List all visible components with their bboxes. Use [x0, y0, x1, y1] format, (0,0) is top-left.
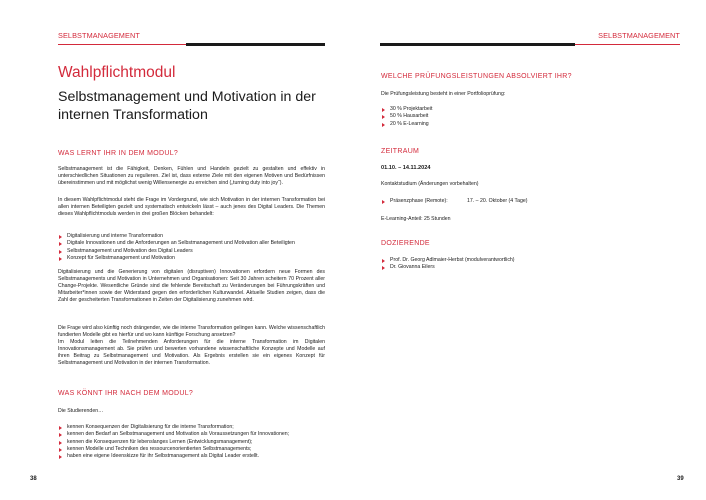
second-paragraph: In diesem Wahlpflichtmodul steht die Frage im Vordergrund, wie sich Motivation in der internen Transformation bei allen internen Beteiligten gezielt und systematisch entwickeln lässt – auch jenes des Digital Leaders. Die Themen dieses Wahlpflichtmoduls werden in drei großen Blöcken behandelt: [58, 197, 325, 217]
list-item: Prof. Dr. Georg Adlmaier-Herbst (modulverantwortlich) [381, 257, 671, 264]
period-dates: 01.10. – 14.11.2024 [381, 165, 431, 171]
section-heading-lecturers: DOZIERENDE [381, 240, 430, 247]
section-heading-period: ZEITRAUM [381, 148, 420, 155]
question-paragraph: Die Frage wird also künftig noch drängender, wie die interne Transformation gelingen kann. Welche wissenschaftlich fundierten Modelle gibt es hierfür und wo kann künftige Forschung ansetzen? [58, 325, 325, 338]
page-number: 39 [677, 476, 684, 482]
page-number: 38 [30, 476, 37, 482]
list-item: Dr. Giovanna Eilers [381, 264, 671, 271]
header-rule-dark [380, 43, 575, 46]
students-intro: Die Studierenden… [58, 408, 104, 414]
module-paragraph: Im Modul leiten die Teilnehmenden Anforderungen für die interne Transformation im Digitalen Innovationsmanagement ab. Sie prüfen und bewerten vorhandene wissenschaftliche Konzepte und Modelle auf ihren Beitrag zu Selbstmanagement und Motivation. Als Ergebnis erstellen sie ein eigenes Konzept für Selbstmanagement und Motivation in der internen Transformation. [58, 339, 325, 366]
lecturers-list [381, 257, 671, 272]
module-title-line2: internen Transformation [58, 106, 208, 123]
list-item: 50 % Hausarbeit [381, 113, 671, 120]
header-rule-dark [186, 43, 325, 46]
section-heading-exam: WELCHE PRÜFUNGSLEISTUNGEN ABSOLVIERT IHR? [381, 73, 572, 80]
section-heading-learning: WAS LERNT IHR IN DEM MODUL? [58, 150, 179, 157]
page-header-label: SELBSTMANAGEMENT [58, 31, 140, 40]
right-page [353, 0, 706, 500]
outcomes-list [58, 424, 325, 460]
module-title [58, 89, 328, 124]
intro-paragraph: Selbstmanagement ist die Fähigkeit, Denken, Fühlen und Handeln gezielt zu gestalten und effektiv in unterschiedlichen Situationen zu regulieren. Ziel ist, dass externe Ziele mit den eigenen Motiven und Bedürfnissen übereinstimmen und mit möglichst wenig Willensenergie zu erreichen sind („turning duty into joy“). [58, 166, 325, 186]
page-header-label: SELBSTMANAGEMENT [598, 31, 680, 40]
body-paragraph: Digitalisierung und die Generierung von digitalen (disruptiven) Innovationen erfordern neue Formen des Selbstmanagements und Motivation in Unternehmen und Organisationen: Seit 30 Jahren scheitern 70 Prozent aller Change-Projekte. Wesentliche Gründe sind die fehlende Bereitschaft zu Veränderungen bei Führungskräften und Mitarbeiter*innen sowie der Widerstand gegen den erforderlichen Kulturwandel. Aktuelle Studien zeigen, dass die Zahl der gescheiterten Transformationen in Zeiten der Digitalisierung zunehmen wird. [58, 269, 325, 303]
presence-value: 17. – 20. Oktober (4 Tage) [467, 198, 528, 204]
header-rule-accent [575, 44, 680, 45]
list-item: 30 % Projektarbeit [381, 106, 671, 113]
presence-list [381, 198, 671, 205]
list-item: kennen Modelle und Techniken des ressourcenorientierten Selbstmanagements; [58, 446, 325, 453]
list-item: kennen den Bedarf an Selbstmanagement und Motivation als Voraussetzungen für Innovationen; [58, 431, 325, 438]
module-type-heading: Wahlpflichtmodul [58, 64, 176, 81]
section-heading-outcomes: WAS KÖNNT IHR NACH DEM MODUL? [58, 390, 194, 397]
topics-list [58, 233, 325, 262]
list-item: Digitalisierung und interne Transformation [58, 233, 325, 240]
period-contact: Kontaktstudium (Änderungen vorbehalten) [381, 181, 479, 187]
list-item: kennen die Konsequenzen für lebenslanges Lernen (Entwicklungsmanagement); [58, 439, 325, 446]
exam-intro: Die Prüfungsleistung besteht in einer Portfolioprüfung: [381, 91, 506, 97]
presence-label: Präsenzphase (Remote): [390, 198, 448, 204]
list-item: kennen Konsequenzen der Digitalisierung für die interne Transformation; [58, 424, 325, 431]
list-item: 20 % E-Learning [381, 121, 671, 128]
exam-items-list [381, 106, 671, 128]
list-item [381, 198, 671, 205]
header-rule-accent [58, 44, 186, 45]
list-item: Selbstmanagement und Motivation des Digital Leaders [58, 248, 325, 255]
elearning-share: E-Learning-Anteil: 25 Stunden [381, 216, 451, 222]
module-title-line1: Selbstmanagement und Motivation in der [58, 89, 316, 105]
list-item: haben eine eigene Ideenskizze für ihr Selbstmanagement als Digital Leader erstellt. [58, 453, 325, 460]
list-item: Digitale Innovationen und die Anforderungen an Selbstmanagement und Motivation aller Beteiligten [58, 240, 325, 247]
list-item: Konzept für Selbstmanagement und Motivation [58, 255, 325, 262]
